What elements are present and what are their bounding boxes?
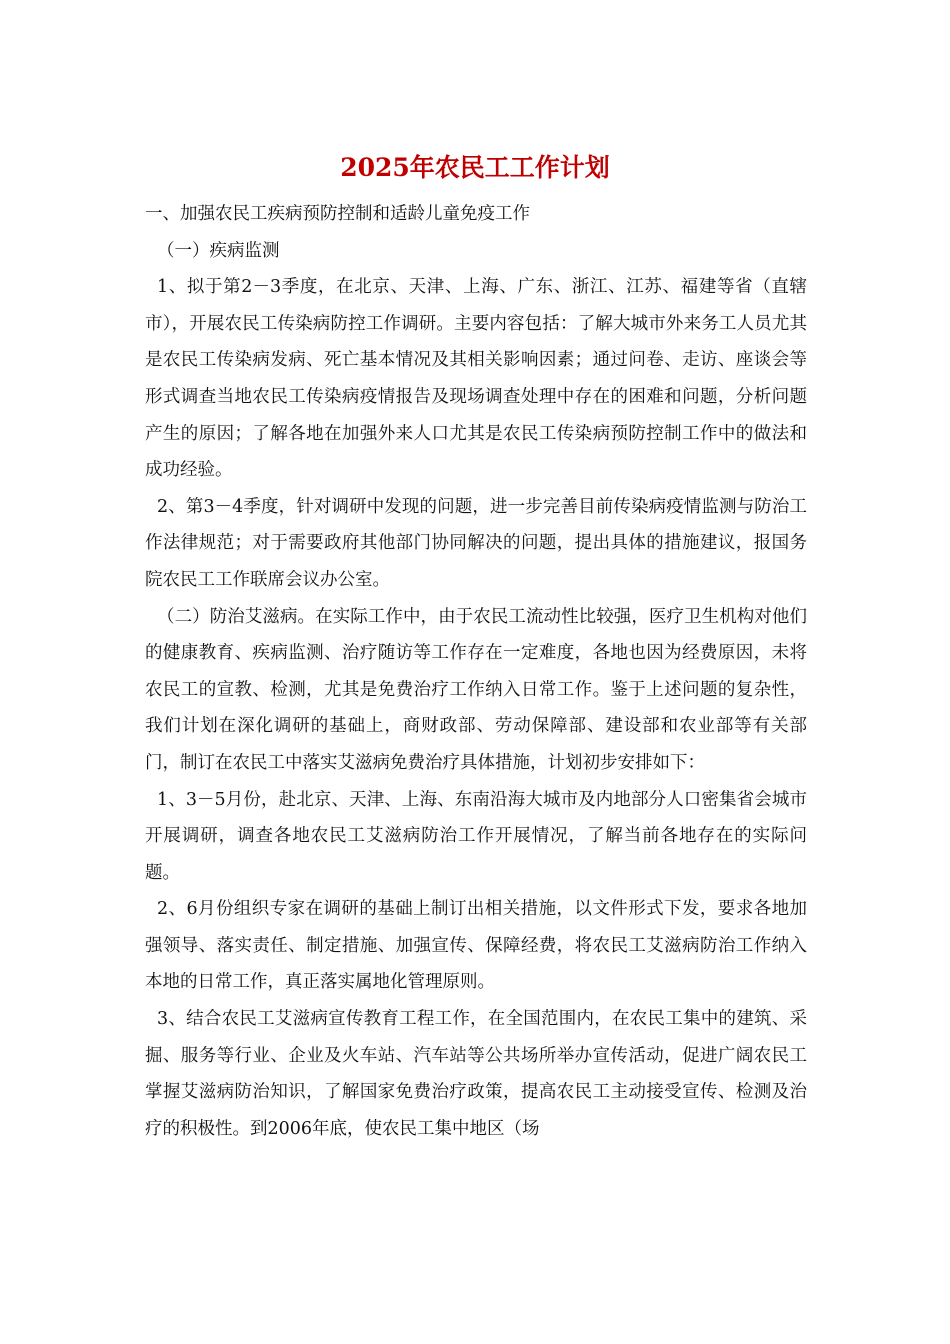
body-paragraph: 3、结合农民工艾滋病宣传教育工程工作，在全国范围内，在农民工集中的建筑、采掘、服务等行业、企业及火车站、汽车站等公共场所举办宣传活动，促进广阔农民工掌握艾滋病防治知识，了解国家免费治疗政策，提高农民工主动接受宣传、检测及治疗的积极性。到2006年底，使农民工集中地区（场 [145,1009,807,1139]
document-title: 2025年农民工工作计划 [340,153,610,182]
body-paragraph: 2、第3－4季度，针对调研中发现的问题，进一步完善目前传染病疫情监测与防治工作法律规范；对于需要政府其他部门协同解决的问题，提出具体的措施建议，报国务院农民工工作联席会议办公室。 [145,496,807,590]
subsection-heading: （一）疾病监测 [157,240,280,261]
body-paragraph: 1、3－5月份，赴北京、天津、上海、东南沿海大城市及内地部分人口密集省会城市开展调研，调查各地农民工艾滋病防治工作开展情况，了解当前各地存在的实际问题。 [145,789,807,883]
document-body [145,196,807,1147]
body-paragraph: 2、6月份组织专家在调研的基础上制订出相关措施，以文件形式下发，要求各地加强领导、落实责任、制定措施、加强宣传、保障经费，将农民工艾滋病防治工作纳入本地的日常工作，真正落实属地化管理原则。 [145,899,807,993]
section-heading: 一、加强农民工疾病预防控制和适龄儿童免疫工作 [145,204,530,224]
body-paragraph: （二）防治艾滋病。在实际工作中，由于农民工流动性比较强，医疗卫生机构对他们的健康教育、疾病监测、治疗随访等工作存在一定难度，各地也因为经费原因，未将农民工的宣教、检测，尤其是免费治疗工作纳入日常工作。鉴于上述问题的复杂性，我们计划在深化调研的基础上，商财政部、劳动保障部、建设部和农业部等有关部门，制订在农民工中落实艾滋病免费治疗具体措施，计划初步安排如下： [145,606,807,773]
body-paragraph: 1、拟于第2－3季度，在北京、天津、上海、广东、浙江、江苏、福建等省（直辖市），开展农民工传染病防控工作调研。主要内容包括：了解大城市外来务工人员尤其是农民工传染病发病、死亡基本情况及其相关影响因素；通过问卷、走访、座谈会等形式调查当地农民工传染病疫情报告及现场调查处理中存在的困难和问题，分析问题产生的原因；了解各地在加强外来人口尤其是农民工传染病预防控制工作中的做法和成功经验。 [145,277,807,481]
